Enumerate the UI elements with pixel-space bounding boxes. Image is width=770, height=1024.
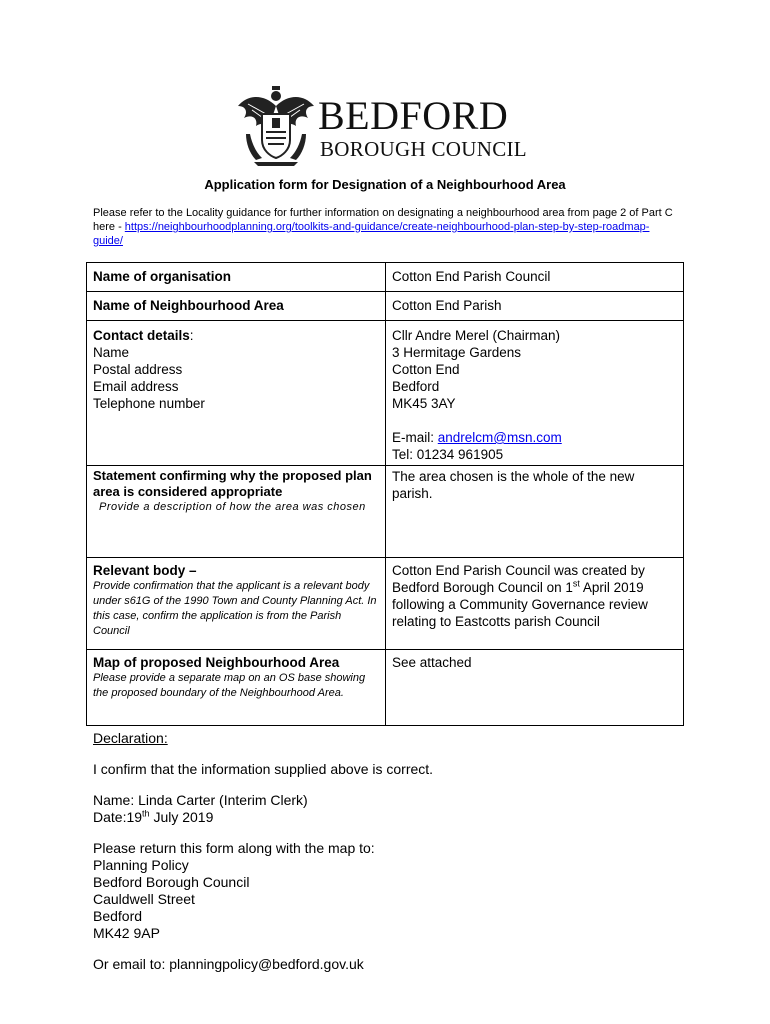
statement-value: The area chosen is the whole of the new parish. <box>386 466 684 558</box>
contact-colon: : <box>189 328 194 343</box>
email-line <box>392 429 677 446</box>
date-suffix: July 2019 <box>149 809 214 825</box>
bedford-logo <box>236 84 536 164</box>
email-prefix: E-mail: <box>392 430 438 445</box>
area-label: Name of Neighbourhood Area <box>87 292 386 321</box>
logo-title: BEDFORD <box>318 93 509 138</box>
relevant-value-text-2: April 2019 following a Community Governance review relating to Eastcotts parish Council <box>392 580 648 629</box>
contact-value-cell <box>386 321 684 466</box>
statement-label-cell <box>87 466 386 558</box>
map-label: Map of proposed Neighbourhood Area <box>93 655 340 670</box>
table-row <box>87 650 684 726</box>
contact-value: MK45 3AY <box>392 396 456 411</box>
table-row <box>87 321 684 466</box>
declaration-confirm: I confirm that the information supplied above is correct. <box>93 761 434 777</box>
intro-text: Please refer to the Locality guidance for further information on designating a neighbourhood area from page 2 of Part C here - <box>93 207 673 233</box>
statement-hint: Provide a description of how the area was chosen <box>99 501 366 513</box>
relevant-value-sup: st <box>572 578 580 589</box>
relevant-label-cell <box>87 558 386 650</box>
form-title: Application form for Designation of a Neighbourhood Area <box>204 177 566 192</box>
address-line: Planning Policy <box>93 857 189 873</box>
contact-field-email: Email address <box>93 379 179 394</box>
contact-field-name: Name <box>93 345 130 360</box>
address-line: Cauldwell Street <box>93 891 195 907</box>
contact-field-telephone: Telephone number <box>93 396 205 411</box>
table-row <box>87 263 684 292</box>
org-label: Name of organisation <box>87 263 386 292</box>
declaration-heading: Declaration: <box>93 730 168 746</box>
application-table <box>86 262 684 726</box>
table-row <box>87 466 684 558</box>
address-line: Bedford Borough Council <box>93 874 250 890</box>
relevant-label: Relevant body – <box>93 563 197 578</box>
map-value: See attached <box>386 650 684 726</box>
relevant-value-text: Cotton End Parish Council was created by Bedford Borough Council on 1 <box>392 563 645 595</box>
declaration-section <box>93 730 693 973</box>
declaration-date <box>93 809 693 826</box>
bedford-crest-icon <box>236 84 316 166</box>
declaration-name: Name: Linda Carter (Interim Clerk) <box>93 792 308 808</box>
contact-value: Cotton End <box>392 362 460 377</box>
email-link[interactable]: andrelcm@msn.com <box>437 430 562 445</box>
contact-value: Cllr Andre Merel (Chairman) <box>392 328 561 343</box>
date-sup: th <box>142 808 150 819</box>
intro-paragraph <box>93 206 673 248</box>
map-label-cell <box>87 650 386 726</box>
date-prefix: Date:19 <box>93 809 143 825</box>
address-line: Bedford <box>93 908 143 924</box>
area-value: Cotton End Parish <box>386 292 684 321</box>
contact-value: 3 Hermitage Gardens <box>392 345 522 360</box>
relevant-hint: Provide confirmation that the applicant is a relevant body under s61G of the 1990 Town and County Planning Act. In this case, confirm the application is from the Parish Council <box>93 580 377 637</box>
statement-label: Statement confirming why the proposed plan area is considered appropriate <box>93 468 372 499</box>
contact-label-cell <box>87 321 386 466</box>
contact-value: Bedford <box>392 379 440 394</box>
return-instruction: Please return this form along with the map to: <box>93 840 375 856</box>
table-row <box>87 292 684 321</box>
logo-subtitle: BOROUGH COUNCIL <box>320 137 527 161</box>
contact-field-postal: Postal address <box>93 362 183 377</box>
guidance-link[interactable]: https://neighbourhoodplanning.org/toolkits-and-guidance/create-neighbourhood-plan-step-by-step-roadmap-guide/ <box>93 221 650 247</box>
contact-label: Contact details <box>93 328 190 343</box>
spacer <box>392 412 677 429</box>
address-line: MK42 9AP <box>93 925 160 941</box>
table-row <box>87 558 684 650</box>
map-hint: Please provide a separate map on an OS base showing the proposed boundary of the Neighbourhood Area. <box>93 672 366 699</box>
org-value: Cotton End Parish Council <box>386 263 684 292</box>
telephone-value: Tel: 01234 961905 <box>392 447 504 462</box>
return-email: Or email to: planningpolicy@bedford.gov.uk <box>93 956 364 972</box>
relevant-value <box>386 558 684 650</box>
